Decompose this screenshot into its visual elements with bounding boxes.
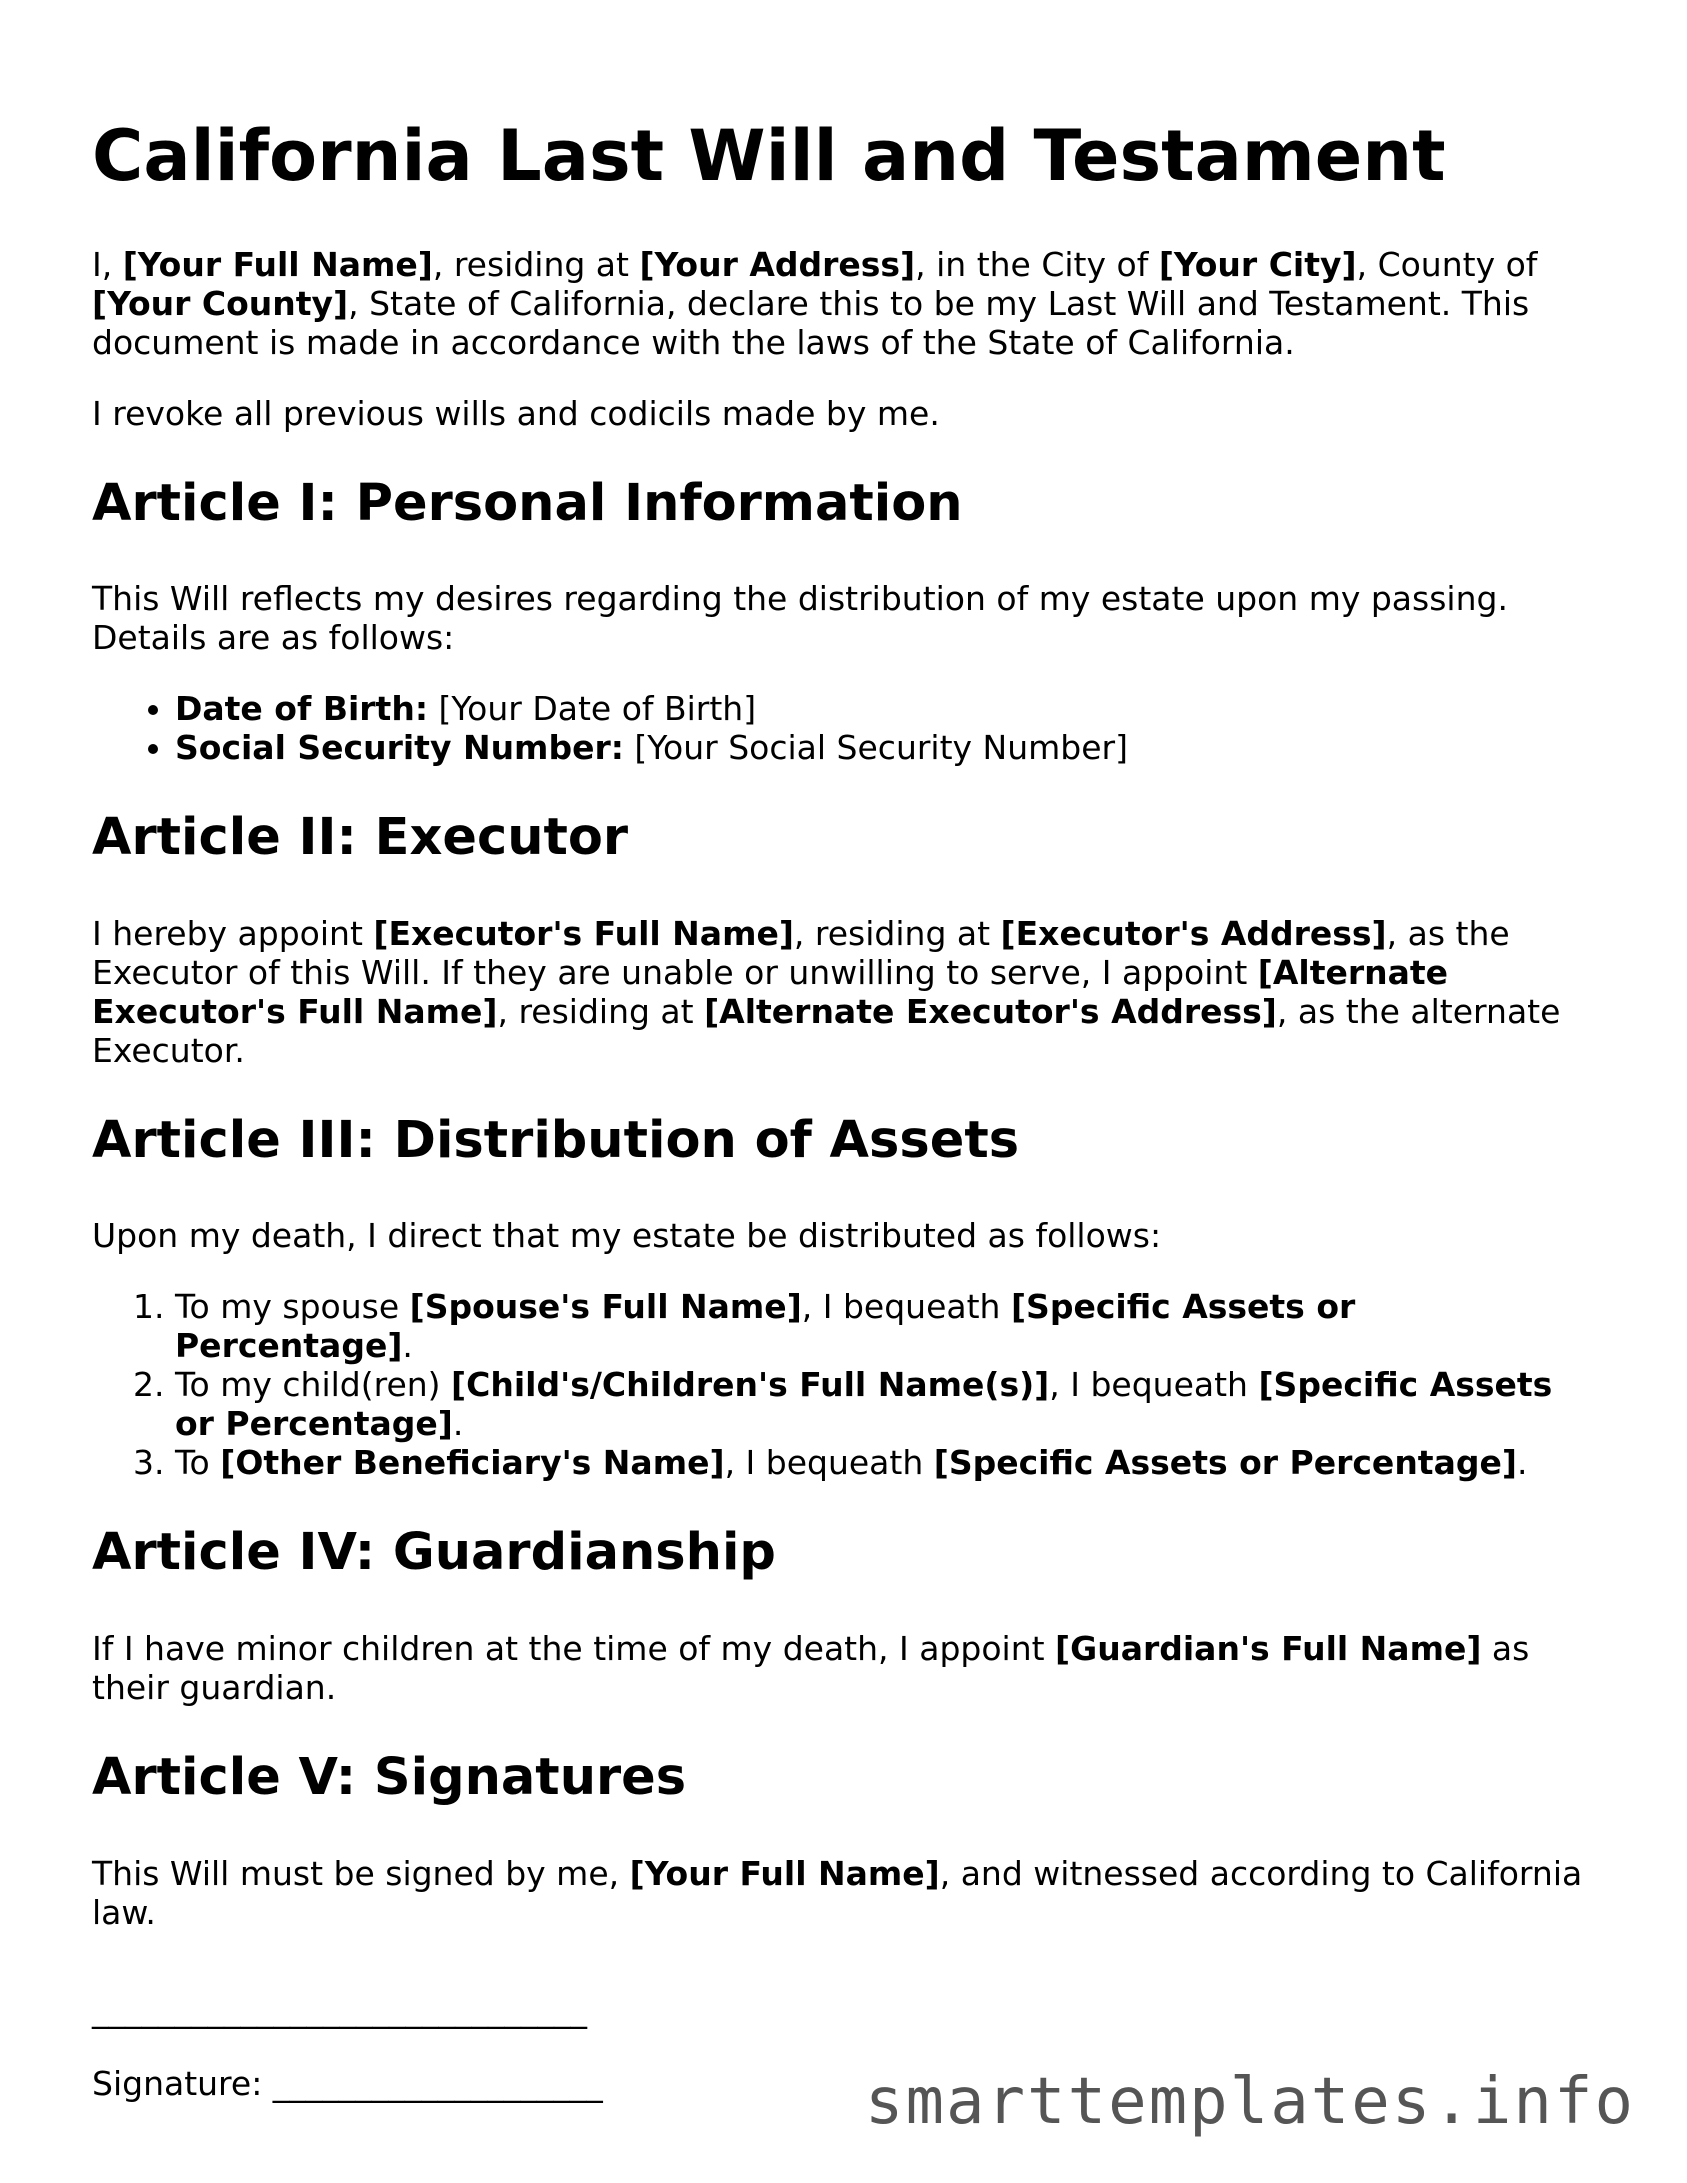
ssn-label: Social Security Number: bbox=[175, 728, 624, 768]
article-4-text bbox=[92, 1629, 1592, 1707]
placeholder-text: [Your County] bbox=[92, 283, 349, 323]
body-text: I, bbox=[92, 244, 123, 284]
body-text: , and witnessed according to California law. bbox=[92, 1853, 1583, 1932]
article-2-heading: Article II: Executor bbox=[92, 808, 629, 868]
list-item bbox=[175, 689, 1592, 728]
placeholder-text: [Spouse's Full Name] bbox=[409, 1287, 802, 1327]
list-item bbox=[175, 728, 1592, 767]
article-3-text: Upon my death, I direct that my estate be distributed as follows: bbox=[92, 1216, 1162, 1256]
body-text: , I bequeath bbox=[724, 1443, 934, 1483]
body-text: , I bequeath bbox=[801, 1287, 1011, 1327]
body-text: To my spouse bbox=[175, 1287, 410, 1327]
placeholder-text: [Specific Assets or Percentage] bbox=[175, 1365, 1553, 1444]
placeholder-text: [Other Beneficiary's Name] bbox=[220, 1443, 725, 1483]
body-text: , residing at bbox=[497, 991, 705, 1031]
body-text: This Will must be signed by me, bbox=[92, 1853, 630, 1893]
body-text: . bbox=[1516, 1443, 1528, 1483]
article-1-heading: Article I: Personal Information bbox=[92, 473, 963, 533]
distribution-list bbox=[92, 1287, 1592, 1482]
placeholder-text: [Your City] bbox=[1158, 244, 1357, 284]
body-text: . bbox=[452, 1404, 464, 1444]
placeholder-text: [Executor's Full Name] bbox=[373, 913, 794, 953]
body-text: . bbox=[402, 1326, 413, 1366]
ssn-value: [Your Social Security Number] bbox=[623, 728, 1128, 768]
article-3-heading: Article III: Distribution of Assets bbox=[92, 1110, 1020, 1170]
intro-paragraph bbox=[92, 245, 1592, 362]
body-text: I hereby appoint bbox=[92, 913, 374, 953]
placeholder-text: [Guardian's Full Name] bbox=[1055, 1629, 1482, 1669]
body-text: To my child(ren) bbox=[175, 1365, 452, 1405]
body-text: If I have minor children at the time of my death, I appoint bbox=[92, 1629, 1056, 1669]
placeholder-text: [Alternate Executor's Address] bbox=[704, 991, 1277, 1031]
placeholder-text: [Your Full Name] bbox=[629, 1853, 940, 1893]
body-text: , as the alternate Executor. bbox=[92, 991, 1561, 1070]
placeholder-text: [Specific Assets or Percentage] bbox=[175, 1287, 1356, 1366]
placeholder-text: [Alternate Executor's Full Name] bbox=[92, 952, 1449, 1031]
placeholder-text: [Specific Assets or Percentage] bbox=[933, 1443, 1517, 1483]
body-text: , residing at bbox=[432, 244, 640, 284]
placeholder-text: [Executor's Address] bbox=[1000, 913, 1387, 953]
placeholder-text: [Child's/Children's Full Name(s)] bbox=[451, 1365, 1050, 1405]
list-item bbox=[175, 1287, 1592, 1365]
revocation-paragraph: I revoke all previous wills and codicils made by me. bbox=[92, 393, 940, 433]
document-title: California Last Will and Testament bbox=[92, 115, 1446, 197]
signature-field: Signature: ____________________ bbox=[92, 2063, 603, 2103]
watermark: smarttemplates.info bbox=[864, 2065, 1635, 2139]
body-text: , as the Executor of this Will. If they are unable or unwilling to serve, I appoint bbox=[92, 913, 1510, 992]
list-item bbox=[175, 1365, 1592, 1443]
dob-value: [Your Date of Birth] bbox=[428, 689, 757, 729]
body-text: , County of bbox=[1356, 244, 1538, 284]
personal-info-list bbox=[92, 689, 1592, 767]
article-5-text bbox=[92, 1854, 1592, 1932]
signature-line: ______________________________ bbox=[92, 1989, 587, 2029]
article-1-text: This Will reflects my desires regarding the distribution of my estate upon my passing. Details are as follows: bbox=[92, 579, 1508, 658]
article-4-heading: Article IV: Guardianship bbox=[92, 1523, 776, 1583]
list-item bbox=[175, 1443, 1592, 1482]
body-text: as their guardian. bbox=[92, 1629, 1530, 1708]
article-2-text bbox=[92, 914, 1592, 1070]
article-5-heading: Article V: Signatures bbox=[92, 1748, 687, 1808]
placeholder-text: [Your Full Name] bbox=[122, 244, 433, 284]
will-document bbox=[92, 100, 1592, 2103]
dob-label: Date of Birth: bbox=[175, 689, 429, 729]
placeholder-text: [Your Address] bbox=[639, 244, 916, 284]
body-text: To bbox=[175, 1443, 221, 1483]
body-text: , residing at bbox=[793, 913, 1001, 953]
body-text: , State of California, declare this to be my Last Will and Testament. This document is made in accordance with the laws of the State of California. bbox=[92, 283, 1530, 362]
body-text: , in the City of bbox=[915, 244, 1159, 284]
body-text: , I bequeath bbox=[1049, 1365, 1259, 1405]
